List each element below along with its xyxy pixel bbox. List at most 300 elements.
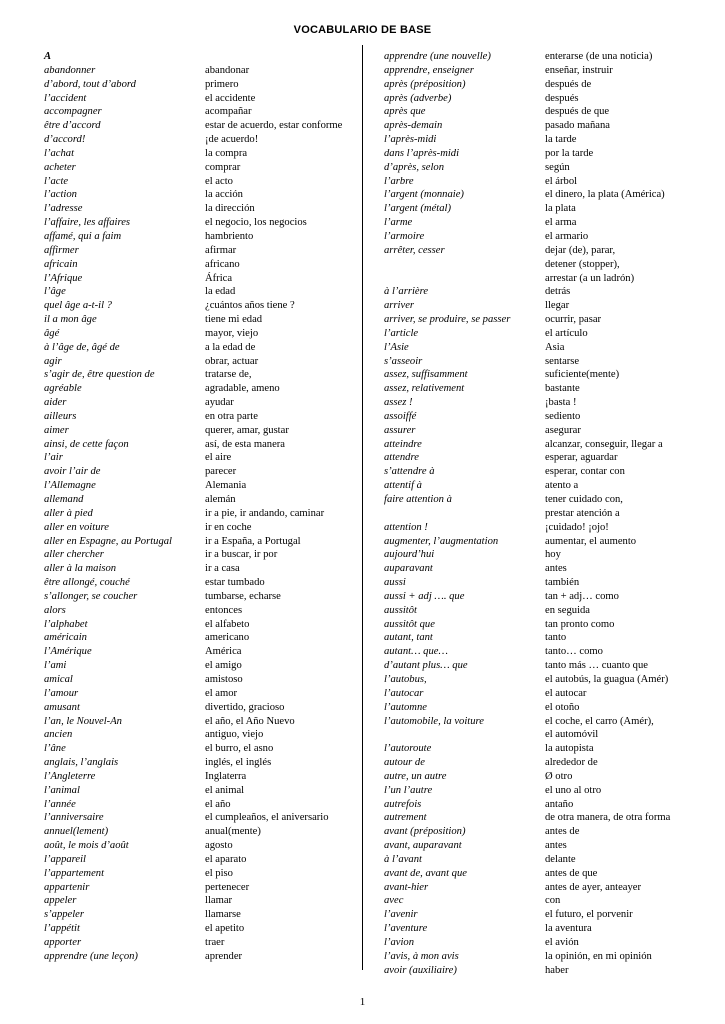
french-term: aussitôt que	[384, 618, 435, 630]
vocab-row	[44, 188, 356, 202]
vocab-row	[44, 133, 356, 147]
french-term	[384, 728, 545, 742]
vocab-row	[384, 50, 704, 64]
spanish-translation: después de que	[545, 106, 610, 118]
french-term: assez, relativement	[384, 383, 465, 395]
vocab-row	[384, 562, 704, 576]
spanish-translation: el año, el Año Nuevo	[205, 715, 295, 727]
spanish-translation: Ø otro	[545, 770, 573, 782]
vocab-row	[384, 410, 704, 424]
french-term: l’air	[44, 452, 63, 464]
spanish-translation: el futuro, el porvenir	[545, 909, 633, 921]
spanish-translation: el coche, el carro (Amér),	[545, 715, 654, 727]
spanish-translation: la aventura	[545, 923, 592, 935]
spanish-translation: antes	[545, 840, 567, 852]
french-term: d’abord, tout d’abord	[44, 78, 136, 90]
french-term: avoir (auxiliaire)	[384, 964, 457, 976]
vocab-row	[384, 659, 704, 673]
french-term: s’agir de, être question de	[44, 369, 155, 381]
spanish-translation: detrás	[545, 286, 571, 298]
french-term: l’un l’autre	[384, 784, 433, 796]
spanish-translation: el cumpleaños, el aniversario	[205, 812, 329, 824]
french-term	[384, 272, 545, 286]
spanish-translation: estar de acuerdo, estar conforme	[205, 120, 343, 132]
spanish-translation: ¡cuidado! ¡ojo!	[545, 521, 609, 533]
french-term: d’autant plus… que	[384, 660, 468, 672]
vocab-row	[44, 341, 356, 355]
french-term: apporter	[44, 937, 82, 948]
french-term: l’action	[44, 189, 77, 201]
french-term: à l’âge de, âgé de	[44, 341, 120, 353]
spanish-translation: la dirección	[205, 203, 255, 215]
spanish-translation: entonces	[205, 604, 243, 616]
vocab-row	[384, 894, 704, 908]
french-term: être allongé, couché	[44, 577, 130, 589]
french-term: aujourd’hui	[384, 549, 435, 561]
french-term: africain	[44, 258, 78, 270]
vocab-row	[44, 479, 356, 493]
vocab-row	[384, 119, 704, 133]
french-term: annuel(lement)	[44, 826, 109, 838]
french-term: alors	[44, 604, 66, 616]
vocab-row	[44, 410, 356, 424]
vocab-row	[384, 645, 704, 659]
french-term: aider	[44, 397, 67, 409]
spanish-translation: el año	[205, 798, 231, 810]
spanish-translation: atento a	[545, 480, 579, 492]
vocab-row	[44, 105, 356, 119]
section-letter: A	[44, 51, 52, 62]
vocab-row	[44, 396, 356, 410]
vocab-row	[384, 604, 704, 618]
spanish-translation: prestar atención a	[545, 507, 620, 519]
vocab-row	[384, 728, 704, 742]
spanish-translation: el alfabeto	[205, 618, 250, 630]
vocab-row	[384, 742, 704, 756]
spanish-translation: alcanzar, conseguir, llegar a	[545, 438, 663, 450]
vocab-row	[384, 784, 704, 798]
french-term: l’avis, à mon avis	[384, 950, 459, 962]
french-term: aussi + adj …. que	[384, 590, 465, 602]
spanish-translation: pertenecer	[205, 881, 250, 893]
spanish-translation: llegar	[545, 300, 570, 312]
spanish-translation: el artículo	[545, 327, 588, 339]
spanish-translation: tumbarse, echarse	[205, 590, 281, 602]
vocab-row	[44, 465, 356, 479]
french-term: avec	[384, 895, 404, 907]
vocab-row	[44, 355, 356, 369]
french-term: l’arme	[384, 217, 413, 229]
vocab-row	[384, 770, 704, 784]
spanish-translation: antes	[545, 563, 567, 575]
french-term: avant de, avant que	[384, 867, 467, 879]
french-term: avant-hier	[384, 881, 429, 893]
spanish-translation: dejar (de), parar,	[545, 244, 616, 256]
vocab-row	[384, 465, 704, 479]
french-term: arriver, se produire, se passer	[384, 314, 511, 326]
vocab-row	[44, 521, 356, 535]
spanish-translation: delante	[545, 853, 576, 865]
french-term: apprendre, enseigner	[384, 64, 474, 76]
vocab-row	[44, 327, 356, 341]
vocab-row	[44, 811, 356, 825]
vocab-row	[44, 950, 356, 964]
spanish-translation: el acto	[205, 175, 233, 187]
spanish-translation: el avión	[545, 937, 579, 948]
french-term: allemand	[44, 494, 84, 505]
french-term: assez !	[384, 397, 413, 409]
french-term: ancien	[44, 729, 73, 741]
french-term: l’après-midi	[384, 134, 437, 146]
vocab-row	[44, 535, 356, 549]
vocab-row	[384, 590, 704, 604]
vocab-row	[384, 105, 704, 119]
french-term: quel âge a-t-il ?	[44, 300, 112, 312]
column-divider	[362, 45, 363, 970]
spanish-translation: el burro, el asno	[205, 743, 274, 755]
french-term: l’arbre	[384, 175, 414, 187]
spanish-translation: obrar, actuar	[205, 355, 259, 367]
spanish-translation: antes de ayer, anteayer	[545, 881, 642, 893]
vocab-row	[44, 78, 356, 92]
french-term: agir	[44, 355, 62, 367]
vocab-row	[44, 313, 356, 327]
spanish-translation: Alemania	[205, 480, 247, 492]
spanish-translation: Asia	[545, 341, 565, 353]
spanish-translation: el accidente	[205, 92, 256, 104]
vocab-row	[44, 798, 356, 812]
vocab-row	[384, 133, 704, 147]
french-term: appeler	[44, 895, 77, 907]
vocab-row	[44, 368, 356, 382]
vocab-row	[44, 285, 356, 299]
french-term: assurer	[384, 424, 416, 436]
vocab-row	[384, 78, 704, 92]
vocab-row	[44, 92, 356, 106]
french-term: l’Allemagne	[44, 480, 96, 492]
french-term: avant, auparavant	[384, 840, 462, 852]
spanish-translation: América	[205, 646, 242, 658]
vocab-row	[384, 493, 704, 507]
french-term: dans l’après-midi	[384, 147, 460, 159]
spanish-translation: así, de esta manera	[205, 438, 286, 450]
spanish-translation: ¡basta !	[545, 397, 577, 409]
spanish-translation: la acción	[205, 189, 243, 201]
french-term: aller en Espagne, au Portugal	[44, 535, 172, 547]
french-term: l’an, le Nouvel-An	[44, 715, 122, 727]
french-term: augmenter, l’augmentation	[384, 535, 499, 547]
french-term: assoiffé	[384, 410, 417, 422]
vocab-row	[44, 673, 356, 687]
vocab-row	[44, 881, 356, 895]
french-term: l’article	[384, 327, 419, 339]
vocab-row	[384, 327, 704, 341]
french-term: américain	[44, 632, 87, 644]
spanish-translation: tratarse de,	[205, 369, 252, 381]
spanish-translation: llamar	[205, 895, 233, 907]
french-term: affirmer	[44, 244, 79, 256]
french-term: l’anniversaire	[44, 812, 104, 824]
vocab-row	[384, 950, 704, 964]
spanish-translation: bastante	[545, 383, 580, 395]
vocab-row	[384, 811, 704, 825]
vocab-row	[384, 576, 704, 590]
vocab-row	[384, 299, 704, 313]
french-term: l’automne	[384, 701, 427, 713]
spanish-translation: sentarse	[545, 355, 580, 367]
vocab-row	[44, 119, 356, 133]
spanish-translation: africano	[205, 258, 240, 270]
spanish-translation: parecer	[205, 466, 237, 478]
spanish-translation: inglés, el inglés	[205, 757, 272, 769]
french-term: autrement	[384, 812, 427, 824]
french-term: après (préposition)	[384, 78, 466, 90]
vocab-row	[44, 770, 356, 784]
french-term: l’achat	[44, 147, 75, 159]
vocab-row	[44, 299, 356, 313]
french-term: l’autocar	[384, 687, 424, 699]
vocab-row	[384, 964, 704, 978]
spanish-translation: ir a buscar, ir por	[205, 549, 278, 561]
vocab-row	[384, 618, 704, 632]
french-term: l’Angleterre	[44, 770, 96, 782]
spanish-translation: la tarde	[545, 134, 577, 146]
french-term: aller à pied	[44, 507, 93, 519]
vocab-row	[384, 673, 704, 687]
french-term: autant… que…	[384, 646, 448, 658]
french-term: auparavant	[384, 563, 433, 575]
spanish-translation: también	[545, 577, 580, 589]
vocab-row	[384, 64, 704, 78]
spanish-translation: ocurrir, pasar	[545, 314, 602, 326]
vocab-row	[44, 825, 356, 839]
left-vocabulary-column	[44, 50, 356, 964]
vocab-row	[384, 548, 704, 562]
vocab-row	[44, 424, 356, 438]
spanish-translation: el amor	[205, 687, 238, 699]
spanish-translation: esperar, aguardar	[545, 452, 618, 464]
vocab-row	[384, 507, 704, 521]
french-term: avant (préposition)	[384, 826, 466, 838]
french-term: l’argent (monnaie)	[384, 189, 464, 201]
french-term: l’âge	[44, 286, 66, 298]
french-term: l’ami	[44, 660, 67, 672]
french-term: aller chercher	[44, 549, 104, 561]
spanish-translation: abandonar	[205, 64, 250, 76]
spanish-translation: enseñar, instruir	[545, 64, 613, 76]
vocab-row	[384, 535, 704, 549]
vocab-row	[44, 631, 356, 645]
french-term: apprendre (une leçon)	[44, 950, 138, 962]
french-term: attentif à	[384, 480, 422, 492]
spanish-translation: arrestar (a un ladrón)	[545, 272, 635, 284]
spanish-translation: esperar, contar con	[545, 466, 625, 478]
french-term: s’asseoir	[384, 355, 423, 367]
vocab-row	[44, 64, 356, 78]
spanish-translation: antiguo, viejo	[205, 729, 264, 741]
french-term: atteindre	[384, 438, 422, 450]
vocab-row	[384, 175, 704, 189]
spanish-translation: tiene mi edad	[205, 314, 263, 326]
vocab-row	[384, 244, 704, 258]
french-term: l’accident	[44, 92, 87, 104]
vocab-row	[44, 272, 356, 286]
french-term: d’après, selon	[384, 161, 445, 173]
vocab-row	[44, 382, 356, 396]
french-term: ailleurs	[44, 410, 77, 422]
spanish-translation: agradable, ameno	[205, 383, 280, 395]
french-term: accompagner	[44, 106, 102, 118]
french-term: l’armoire	[384, 230, 425, 242]
spanish-translation: aumentar, el aumento	[545, 535, 637, 547]
spanish-translation: tan pronto como	[545, 618, 615, 630]
vocab-row	[44, 659, 356, 673]
vocab-row	[384, 922, 704, 936]
french-term: autrefois	[384, 798, 422, 810]
vocab-row	[44, 175, 356, 189]
vocab-row	[384, 825, 704, 839]
french-term: amical	[44, 673, 73, 685]
vocab-row	[384, 285, 704, 299]
french-term: aussitôt	[384, 604, 417, 616]
spanish-translation: ir en coche	[205, 521, 252, 533]
vocab-row	[384, 936, 704, 950]
vocab-row	[44, 728, 356, 742]
spanish-translation: tanto… como	[545, 646, 603, 658]
spanish-translation: ¡de acuerdo!	[205, 134, 259, 146]
french-term: s’appeler	[44, 909, 85, 921]
french-term: l’année	[44, 798, 76, 810]
spanish-translation: el armario	[545, 230, 589, 242]
french-term: l’autoroute	[384, 743, 432, 755]
vocab-row	[384, 701, 704, 715]
spanish-translation: hambriento	[205, 230, 254, 242]
vocab-row	[44, 548, 356, 562]
french-term: agréable	[44, 383, 82, 395]
french-term: apprendre (une nouvelle)	[384, 51, 491, 62]
vocab-row	[44, 493, 356, 507]
french-term: l’acte	[44, 175, 69, 187]
vocab-row	[44, 590, 356, 604]
vocab-row	[44, 867, 356, 881]
spanish-translation: después	[545, 92, 579, 104]
vocab-row	[44, 645, 356, 659]
vocab-row	[384, 839, 704, 853]
spanish-translation: americano	[205, 632, 250, 644]
spanish-translation: la opinión, en mi opinión	[545, 950, 652, 962]
spanish-translation: de otra manera, de otra forma	[545, 812, 671, 824]
vocab-row	[384, 368, 704, 382]
french-term: aller à la maison	[44, 563, 117, 575]
spanish-translation: querer, amar, gustar	[205, 424, 289, 436]
vocab-row	[44, 244, 356, 258]
spanish-translation: el negocio, los negocios	[205, 217, 307, 229]
french-term: aller en voiture	[44, 521, 109, 533]
vocab-row	[44, 756, 356, 770]
spanish-translation: llamarse	[205, 909, 241, 921]
vocab-row	[44, 618, 356, 632]
french-term: après-demain	[384, 120, 443, 132]
french-term: août, le mois d’août	[44, 840, 129, 852]
french-term: amusant	[44, 701, 80, 713]
french-term: arrêter, cesser	[384, 244, 445, 256]
french-term: l’animal	[44, 784, 80, 796]
french-term: l’autobus,	[384, 673, 427, 685]
spanish-translation: el arma	[545, 217, 577, 229]
spanish-translation: pasado mañana	[545, 120, 611, 132]
vocab-row	[384, 715, 704, 729]
french-term: l’alphabet	[44, 618, 88, 630]
vocab-row	[384, 147, 704, 161]
french-term: l’affaire, les affaires	[44, 217, 131, 229]
spanish-translation: el otoño	[545, 701, 580, 713]
french-term: après que	[384, 106, 426, 118]
french-term: l’appareil	[44, 853, 86, 865]
spanish-translation: divertido, gracioso	[205, 701, 285, 713]
french-term	[384, 507, 545, 521]
french-term: affamé, qui a faim	[44, 230, 122, 242]
spanish-translation: enterarse (de una noticia)	[545, 51, 653, 62]
french-term: l’Afrique	[44, 272, 83, 284]
vocab-row	[384, 341, 704, 355]
french-term	[384, 258, 545, 272]
spanish-translation: el árbol	[545, 175, 578, 187]
vocab-row	[44, 687, 356, 701]
spanish-translation: antes de	[545, 826, 580, 838]
vocab-row	[44, 936, 356, 950]
spanish-translation: tener cuidado con,	[545, 494, 623, 505]
spanish-translation: el dinero, la plata (América)	[545, 189, 665, 201]
vocab-row	[44, 147, 356, 161]
french-term: à l’avant	[384, 853, 422, 865]
vocab-row	[44, 202, 356, 216]
spanish-translation: el animal	[205, 784, 245, 796]
french-term: autre, un autre	[384, 770, 447, 782]
french-term: aimer	[44, 424, 69, 436]
spanish-translation: primero	[205, 78, 239, 90]
vocab-row	[384, 355, 704, 369]
spanish-translation: la plata	[545, 203, 576, 215]
spanish-translation: el autobús, la guagua (Amér)	[545, 673, 669, 685]
french-term: assez, suffisamment	[384, 369, 468, 381]
vocab-row	[44, 230, 356, 244]
french-term: l’adresse	[44, 203, 83, 215]
vocab-row	[44, 894, 356, 908]
vocab-row	[44, 216, 356, 230]
vocab-row	[384, 272, 704, 286]
spanish-translation: anual(mente)	[205, 826, 261, 838]
vocab-row	[384, 479, 704, 493]
spanish-translation: ayudar	[205, 397, 234, 409]
spanish-translation: Inglaterra	[205, 770, 247, 782]
vocab-row	[44, 715, 356, 729]
vocab-row	[384, 188, 704, 202]
vocab-row	[384, 451, 704, 465]
spanish-translation: asegurar	[545, 424, 581, 436]
vocab-row	[384, 396, 704, 410]
spanish-translation: antes de que	[545, 867, 598, 879]
vocab-row	[384, 798, 704, 812]
french-term: arriver	[384, 300, 415, 312]
vocab-row	[44, 562, 356, 576]
spanish-translation: el aire	[205, 452, 232, 464]
spanish-translation: según	[545, 161, 570, 173]
spanish-translation: comprar	[205, 161, 241, 173]
spanish-translation: con	[545, 895, 561, 907]
french-term: l’aventure	[384, 923, 428, 935]
vocab-row	[384, 313, 704, 327]
spanish-translation: agosto	[205, 840, 233, 852]
